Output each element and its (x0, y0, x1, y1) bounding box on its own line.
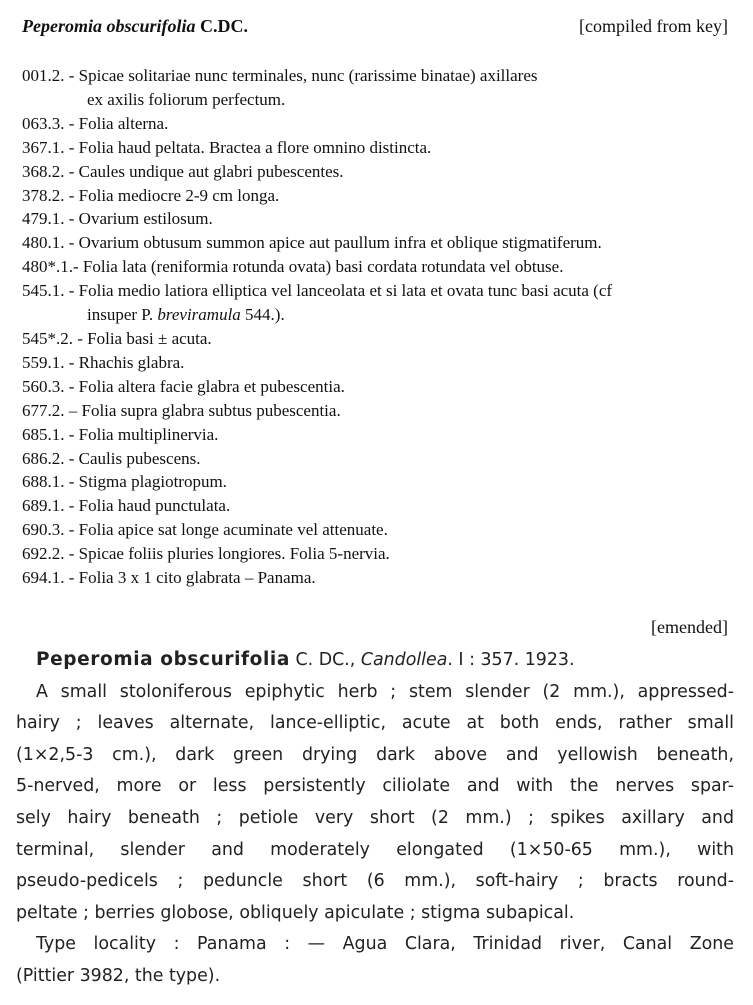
description-line: pseudo-pedicels ; peduncle short (6 mm.), soft-hairy ; bracts round- (16, 871, 734, 892)
key-entry: 367.1. - Folia haud peltata. Bractea a flore omnino distincta. (22, 137, 432, 157)
description-line: hairy ; leaves alternate, lance-elliptic, acute at both ends, rather small (16, 713, 734, 734)
key-entry: 560.3. - Folia altera facie glabra et pubescentia. (22, 376, 345, 396)
key-list (22, 64, 742, 590)
key-entry: 690.3. - Folia apice sat longe acuminate vel attenuate. (22, 520, 388, 540)
key-entry: 692.2. - Spicae foliis pluries longiores. Folia 5-nervia. (22, 544, 390, 564)
key-entry: 480*.1.- Folia lata (reniformia rotunda ovata) basi cordata rotundata vel obtuse. (22, 257, 564, 277)
description-line: sely hairy beneath ; petiole very short (2 mm.) ; spikes axillary and (16, 807, 734, 828)
key-entry: 063.3. - Folia alterna. (22, 113, 169, 133)
key-entry: 677.2. – Folia supra glabra subtus pubescentia. (22, 400, 341, 420)
key-entry: 694.1. - Folia 3 x 1 cito glabrata – Panama. (22, 568, 316, 588)
description-line: 5-nerved, more or less persistently ciliolate and with the nerves spar- (16, 776, 734, 797)
species-author: C.DC. (200, 16, 248, 36)
description-title: Peperomia obscurifolia C. DC., Candollea. I : 357. 1923. (36, 649, 575, 670)
type-locality-line: (Pittier 3982, the type). (16, 965, 221, 986)
key-entry: 479.1. - Ovarium estilosum. (22, 209, 213, 229)
key-entry-continuation: ex axilis foliorum perfectum. (87, 89, 286, 109)
description-line: A small stoloniferous epiphytic herb ; stem slender (2 mm.), appressed- (36, 681, 734, 702)
key-entry: 368.2. - Caules undique aut glabri pubescentes. (22, 161, 344, 181)
key-entry-continuation: insuper P. breviramula 544.). (87, 305, 285, 325)
description-line: peltate ; berries globose, obliquely apiculate ; stigma subapical. (16, 902, 575, 923)
key-entry: 689.1. - Folia haud punctulata. (22, 496, 231, 516)
key-entry: 545*.2. - Folia basi ± acuta. (22, 328, 212, 348)
key-entry: 480.1. - Ovarium obtusum summon apice aut paullum infra et oblique stigmatiferum. (22, 233, 602, 253)
emended-note: [emended] (651, 617, 728, 637)
species-name: Peperomia obscurifolia (22, 16, 196, 36)
description-line: (1×2,5-3 cm.), dark green drying dark above and yellowish beneath, (16, 744, 734, 765)
key-entry: 378.2. - Folia mediocre 2-9 cm longa. (22, 185, 280, 205)
species-description (16, 644, 734, 993)
key-entry: 001.2. - Spicae solitariae nunc terminales, nunc (rarissime binatae) axillares (22, 66, 538, 85)
source-note: [compiled from key] (579, 16, 728, 36)
key-entry: 559.1. - Rhachis glabra. (22, 352, 185, 372)
key-entry: 686.2. - Caulis pubescens. (22, 448, 201, 468)
description-line: terminal, slender and moderately elongated (1×50-65 mm.), with (16, 839, 734, 860)
species-title (22, 16, 248, 37)
key-entry: 545.1. - Folia medio latiora elliptica vel lanceolata et si lata et ovata tunc basi acuta (cf (22, 281, 613, 301)
header (22, 14, 728, 38)
key-entry: 688.1. - Stigma plagiotropum. (22, 472, 227, 492)
type-locality-line: Type locality : Panama : — Agua Clara, Trinidad river, Canal Zone (36, 934, 734, 955)
key-entry: 685.1. - Folia multiplinervia. (22, 424, 219, 444)
